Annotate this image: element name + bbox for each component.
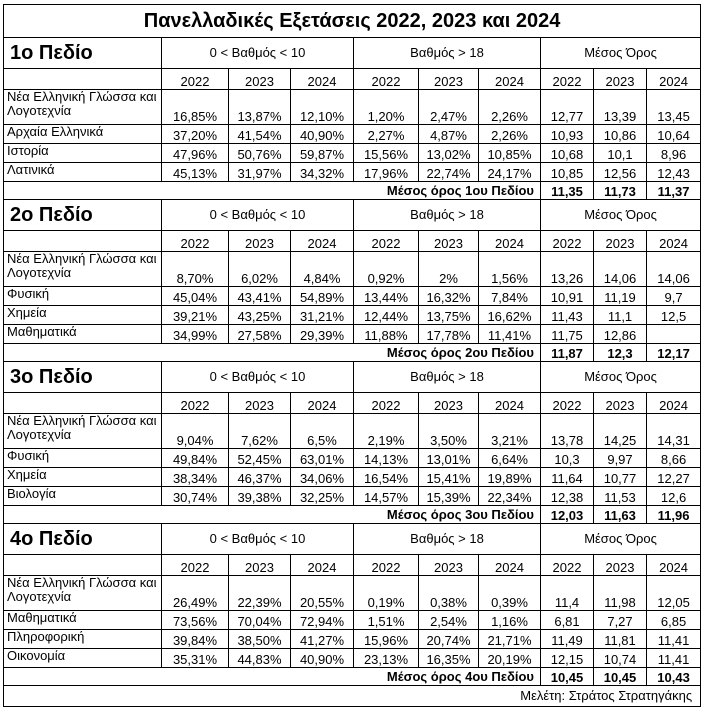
subject-name: Νέα Ελληνική Γλώσσα και Λογοτεχνία [4, 90, 162, 125]
value-cell-high: 11,41% [479, 325, 541, 344]
title-row [4, 5, 701, 38]
field-title: 3ο Πεδίο [4, 362, 162, 393]
value-cell-avg: 12,15 [541, 649, 594, 668]
value-cell-low: 47,96% [162, 144, 229, 163]
value-cell-avg: 12,05 [647, 576, 701, 611]
value-cell-high: 16,32% [419, 287, 479, 306]
value-cell-avg: 11,1 [594, 306, 647, 325]
field-average-value: 12,17 [647, 344, 701, 362]
value-cell-high: 17,96% [354, 163, 419, 182]
year-header-row [4, 555, 701, 576]
value-cell-avg: 8,66 [647, 449, 701, 468]
field-average-value: 11,73 [594, 182, 647, 200]
value-cell-low: 12,10% [291, 90, 354, 125]
group-header-low: 0 < Βαθμός < 10 [162, 200, 354, 231]
value-cell-high: 13,01% [419, 449, 479, 468]
year-header: 2024 [291, 393, 354, 414]
value-cell-high: 1,20% [354, 90, 419, 125]
value-cell-low: 43,25% [229, 306, 291, 325]
year-header-row [4, 393, 701, 414]
value-cell-low: 41,27% [291, 630, 354, 649]
value-cell-low: 31,97% [229, 163, 291, 182]
value-cell-high: 21,71% [479, 630, 541, 649]
year-header-blank [4, 555, 162, 576]
value-cell-low: 20,55% [291, 576, 354, 611]
value-cell-low: 16,85% [162, 90, 229, 125]
field-average-value: 12,3 [594, 344, 647, 362]
value-cell-avg: 11,49 [541, 630, 594, 649]
value-cell-high: 16,62% [479, 306, 541, 325]
group-header-average: Μέσος Όρος [541, 362, 701, 393]
value-cell-high: 2,19% [354, 414, 419, 449]
value-cell-high: 2,54% [419, 611, 479, 630]
value-cell-low: 49,84% [162, 449, 229, 468]
table-title: Πανελλαδικές Εξετάσεις 2022, 2023 και 2024 [4, 5, 701, 38]
value-cell-avg: 10,64 [647, 125, 701, 144]
value-cell-avg: 10,93 [541, 125, 594, 144]
year-header: 2024 [479, 393, 541, 414]
value-cell-low: 29,39% [291, 325, 354, 344]
field-average-row [4, 344, 701, 362]
table-row [4, 414, 701, 449]
value-cell-avg: 6,81 [541, 611, 594, 630]
value-cell-high: 2% [419, 252, 479, 287]
value-cell-high: 2,26% [479, 90, 541, 125]
table-row [4, 306, 701, 325]
year-header: 2024 [479, 555, 541, 576]
year-header: 2022 [541, 231, 594, 252]
study-credit: Μελέτη: Στράτος Στρατηγάκης [4, 686, 701, 707]
value-cell-high: 2,47% [419, 90, 479, 125]
year-header: 2024 [647, 69, 701, 90]
value-cell-high: 15,39% [419, 487, 479, 506]
value-cell-high: 2,26% [479, 125, 541, 144]
value-cell-high: 13,02% [419, 144, 479, 163]
year-header: 2022 [541, 555, 594, 576]
value-cell-low: 43,41% [229, 287, 291, 306]
year-header: 2022 [354, 555, 419, 576]
table-row [4, 611, 701, 630]
value-cell-low: 30,74% [162, 487, 229, 506]
value-cell-high: 13,44% [354, 287, 419, 306]
value-cell-high: 15,41% [419, 468, 479, 487]
value-cell-high: 3,50% [419, 414, 479, 449]
value-cell-high: 24,17% [479, 163, 541, 182]
footer-row [4, 686, 701, 707]
value-cell-low: 39,84% [162, 630, 229, 649]
value-cell-avg: 9,7 [647, 287, 701, 306]
field-average-value: 10,43 [647, 668, 701, 686]
value-cell-low: 31,21% [291, 306, 354, 325]
value-cell-low: 34,06% [291, 468, 354, 487]
field-title: 2ο Πεδίο [4, 200, 162, 231]
value-cell-high: 1,56% [479, 252, 541, 287]
table-row [4, 649, 701, 668]
value-cell-avg: 12,86 [594, 325, 647, 344]
value-cell-low: 37,20% [162, 125, 229, 144]
value-cell-avg: 13,78 [541, 414, 594, 449]
value-cell-low: 9,04% [162, 414, 229, 449]
value-cell-high: 15,56% [354, 144, 419, 163]
value-cell-high: 15,96% [354, 630, 419, 649]
year-header: 2022 [162, 555, 229, 576]
value-cell-high: 2,27% [354, 125, 419, 144]
results-sheet [3, 4, 700, 707]
field-average-value: 11,96 [647, 506, 701, 524]
year-header: 2023 [594, 69, 647, 90]
table-row [4, 449, 701, 468]
table-row [4, 630, 701, 649]
value-cell-avg: 13,45 [647, 90, 701, 125]
value-cell-high: 12,44% [354, 306, 419, 325]
subject-name: Ιστορία [4, 144, 162, 163]
value-cell-high: 16,35% [419, 649, 479, 668]
year-header: 2022 [541, 393, 594, 414]
field-average-value: 10,45 [594, 668, 647, 686]
value-cell-low: 34,99% [162, 325, 229, 344]
subject-name: Χημεία [4, 306, 162, 325]
value-cell-avg: 12,56 [594, 163, 647, 182]
value-cell-avg: 12,77 [541, 90, 594, 125]
value-cell-avg: 11,98 [594, 576, 647, 611]
value-cell-low: 4,84% [291, 252, 354, 287]
value-cell-avg: 11,53 [594, 487, 647, 506]
year-header: 2023 [419, 393, 479, 414]
value-cell-avg: 14,06 [594, 252, 647, 287]
value-cell-low: 7,62% [229, 414, 291, 449]
value-cell-low: 34,32% [291, 163, 354, 182]
value-cell-low: 45,13% [162, 163, 229, 182]
year-header: 2022 [162, 69, 229, 90]
value-cell-avg: 11,81 [594, 630, 647, 649]
value-cell-high: 19,89% [479, 468, 541, 487]
value-cell-avg: 8,96 [647, 144, 701, 163]
year-header: 2023 [229, 69, 291, 90]
table-row [4, 487, 701, 506]
value-cell-avg: 12,38 [541, 487, 594, 506]
year-header: 2024 [647, 393, 701, 414]
value-cell-avg: 10,77 [594, 468, 647, 487]
value-cell-avg: 11,43 [541, 306, 594, 325]
year-header-blank [4, 231, 162, 252]
year-header: 2022 [354, 393, 419, 414]
value-cell-avg: 7,27 [594, 611, 647, 630]
table-row [4, 125, 701, 144]
value-cell-avg: 10,68 [541, 144, 594, 163]
value-cell-low: 6,5% [291, 414, 354, 449]
value-cell-high: 7,84% [479, 287, 541, 306]
value-cell-high: 0,19% [354, 576, 419, 611]
value-cell-high: 11,88% [354, 325, 419, 344]
value-cell-low: 32,25% [291, 487, 354, 506]
group-header-high: Βαθμός > 18 [354, 38, 541, 69]
field-title: 4ο Πεδίο [4, 524, 162, 555]
year-header: 2024 [479, 231, 541, 252]
value-cell-low: 70,04% [229, 611, 291, 630]
value-cell-high: 13,75% [419, 306, 479, 325]
value-cell-avg [647, 325, 701, 344]
value-cell-low: 26,49% [162, 576, 229, 611]
value-cell-avg: 10,74 [594, 649, 647, 668]
value-cell-avg: 11,4 [541, 576, 594, 611]
value-cell-avg: 12,43 [647, 163, 701, 182]
year-header: 2022 [162, 393, 229, 414]
value-cell-high: 1,16% [479, 611, 541, 630]
group-header-low: 0 < Βαθμός < 10 [162, 524, 354, 555]
value-cell-low: 44,83% [229, 649, 291, 668]
value-cell-avg: 12,6 [647, 487, 701, 506]
year-header: 2024 [291, 69, 354, 90]
field-average-value: 11,37 [647, 182, 701, 200]
value-cell-avg: 13,39 [594, 90, 647, 125]
subject-name: Οικονομία [4, 649, 162, 668]
table-row [4, 252, 701, 287]
value-cell-low: 45,04% [162, 287, 229, 306]
field-title: 1ο Πεδίο [4, 38, 162, 69]
year-header-row [4, 231, 701, 252]
field-header-row [4, 362, 701, 393]
value-cell-low: 46,37% [229, 468, 291, 487]
value-cell-avg: 14,31 [647, 414, 701, 449]
value-cell-low: 38,34% [162, 468, 229, 487]
field-average-value: 11,87 [541, 344, 594, 362]
value-cell-avg: 12,27 [647, 468, 701, 487]
value-cell-high: 0,38% [419, 576, 479, 611]
value-cell-low: 6,02% [229, 252, 291, 287]
year-header: 2024 [291, 231, 354, 252]
value-cell-high: 6,64% [479, 449, 541, 468]
year-header-blank [4, 69, 162, 90]
field-average-row [4, 668, 701, 686]
group-header-average: Μέσος Όρος [541, 524, 701, 555]
year-header: 2023 [419, 69, 479, 90]
value-cell-high: 0,39% [479, 576, 541, 611]
year-header-row [4, 69, 701, 90]
group-header-high: Βαθμός > 18 [354, 362, 541, 393]
year-header: 2023 [419, 555, 479, 576]
field-average-value: 11,35 [541, 182, 594, 200]
value-cell-avg: 11,75 [541, 325, 594, 344]
value-cell-avg: 10,3 [541, 449, 594, 468]
field-average-value: 12,03 [541, 506, 594, 524]
year-header: 2022 [162, 231, 229, 252]
value-cell-high: 20,74% [419, 630, 479, 649]
year-header: 2024 [647, 555, 701, 576]
subject-name: Βιολογία [4, 487, 162, 506]
value-cell-high: 14,13% [354, 449, 419, 468]
value-cell-avg: 10,1 [594, 144, 647, 163]
value-cell-high: 3,21% [479, 414, 541, 449]
value-cell-high: 17,78% [419, 325, 479, 344]
value-cell-low: 72,94% [291, 611, 354, 630]
year-header: 2024 [479, 69, 541, 90]
value-cell-high: 22,74% [419, 163, 479, 182]
value-cell-low: 8,70% [162, 252, 229, 287]
value-cell-low: 73,56% [162, 611, 229, 630]
subject-name: Αρχαία Ελληνικά [4, 125, 162, 144]
subject-name: Χημεία [4, 468, 162, 487]
value-cell-low: 13,87% [229, 90, 291, 125]
year-header: 2022 [354, 69, 419, 90]
subject-name: Νέα Ελληνική Γλώσσα και Λογοτεχνία [4, 576, 162, 611]
field-average-value: 10,45 [541, 668, 594, 686]
value-cell-low: 50,76% [229, 144, 291, 163]
table-row [4, 163, 701, 182]
value-cell-low: 63,01% [291, 449, 354, 468]
value-cell-low: 38,50% [229, 630, 291, 649]
value-cell-avg: 11,41 [647, 649, 701, 668]
value-cell-avg: 13,26 [541, 252, 594, 287]
year-header: 2022 [354, 231, 419, 252]
value-cell-low: 39,21% [162, 306, 229, 325]
year-header: 2023 [419, 231, 479, 252]
field-average-label: Μέσος όρος 3ου Πεδίου [4, 506, 541, 524]
table-row [4, 90, 701, 125]
value-cell-low: 35,31% [162, 649, 229, 668]
value-cell-avg: 14,25 [594, 414, 647, 449]
year-header: 2023 [594, 231, 647, 252]
field-header-row [4, 38, 701, 69]
value-cell-high: 23,13% [354, 649, 419, 668]
value-cell-high: 10,85% [479, 144, 541, 163]
year-header: 2023 [229, 393, 291, 414]
value-cell-high: 1,51% [354, 611, 419, 630]
group-header-low: 0 < Βαθμός < 10 [162, 362, 354, 393]
value-cell-low: 41,54% [229, 125, 291, 144]
value-cell-high: 16,54% [354, 468, 419, 487]
subject-name: Νέα Ελληνική Γλώσσα και Λογοτεχνία [4, 414, 162, 449]
group-header-high: Βαθμός > 18 [354, 200, 541, 231]
group-header-high: Βαθμός > 18 [354, 524, 541, 555]
table-row [4, 468, 701, 487]
subject-name: Φυσική [4, 449, 162, 468]
field-average-label: Μέσος όρος 2ου Πεδίου [4, 344, 541, 362]
group-header-average: Μέσος Όρος [541, 38, 701, 69]
subject-name: Πληροφορική [4, 630, 162, 649]
subject-name: Μαθηματικά [4, 325, 162, 344]
value-cell-high: 0,92% [354, 252, 419, 287]
field-average-row [4, 506, 701, 524]
group-header-low: 0 < Βαθμός < 10 [162, 38, 354, 69]
value-cell-high: 4,87% [419, 125, 479, 144]
field-header-row [4, 200, 701, 231]
year-header: 2023 [594, 555, 647, 576]
value-cell-high: 20,19% [479, 649, 541, 668]
group-header-average: Μέσος Όρος [541, 200, 701, 231]
value-cell-avg: 6,85 [647, 611, 701, 630]
table-row [4, 144, 701, 163]
year-header: 2023 [594, 393, 647, 414]
year-header: 2024 [291, 555, 354, 576]
field-header-row [4, 524, 701, 555]
value-cell-low: 40,90% [291, 649, 354, 668]
subject-name: Μαθηματικά [4, 611, 162, 630]
value-cell-avg: 12,5 [647, 306, 701, 325]
value-cell-avg: 11,41 [647, 630, 701, 649]
table-row [4, 287, 701, 306]
field-average-value: 11,63 [594, 506, 647, 524]
value-cell-low: 54,89% [291, 287, 354, 306]
value-cell-low: 52,45% [229, 449, 291, 468]
year-header-blank [4, 393, 162, 414]
value-cell-avg: 10,86 [594, 125, 647, 144]
value-cell-avg: 9,97 [594, 449, 647, 468]
value-cell-low: 59,87% [291, 144, 354, 163]
table-row [4, 576, 701, 611]
subject-name: Νέα Ελληνική Γλώσσα και Λογοτεχνία [4, 252, 162, 287]
value-cell-high: 14,57% [354, 487, 419, 506]
value-cell-high: 22,34% [479, 487, 541, 506]
value-cell-low: 40,90% [291, 125, 354, 144]
value-cell-avg: 10,91 [541, 287, 594, 306]
value-cell-avg: 11,64 [541, 468, 594, 487]
year-header: 2023 [229, 555, 291, 576]
field-average-label: Μέσος όρος 1ου Πεδίου [4, 182, 541, 200]
exam-results-table [3, 4, 701, 707]
value-cell-low: 22,39% [229, 576, 291, 611]
subject-name: Λατινικά [4, 163, 162, 182]
year-header: 2024 [647, 231, 701, 252]
table-row [4, 325, 701, 344]
value-cell-avg: 10,85 [541, 163, 594, 182]
subject-name: Φυσική [4, 287, 162, 306]
value-cell-avg: 11,19 [594, 287, 647, 306]
year-header: 2022 [541, 69, 594, 90]
field-average-label: Μέσος όρος 4ου Πεδίου [4, 668, 541, 686]
value-cell-low: 39,38% [229, 487, 291, 506]
value-cell-avg: 14,06 [647, 252, 701, 287]
year-header: 2023 [229, 231, 291, 252]
value-cell-low: 27,58% [229, 325, 291, 344]
field-average-row [4, 182, 701, 200]
